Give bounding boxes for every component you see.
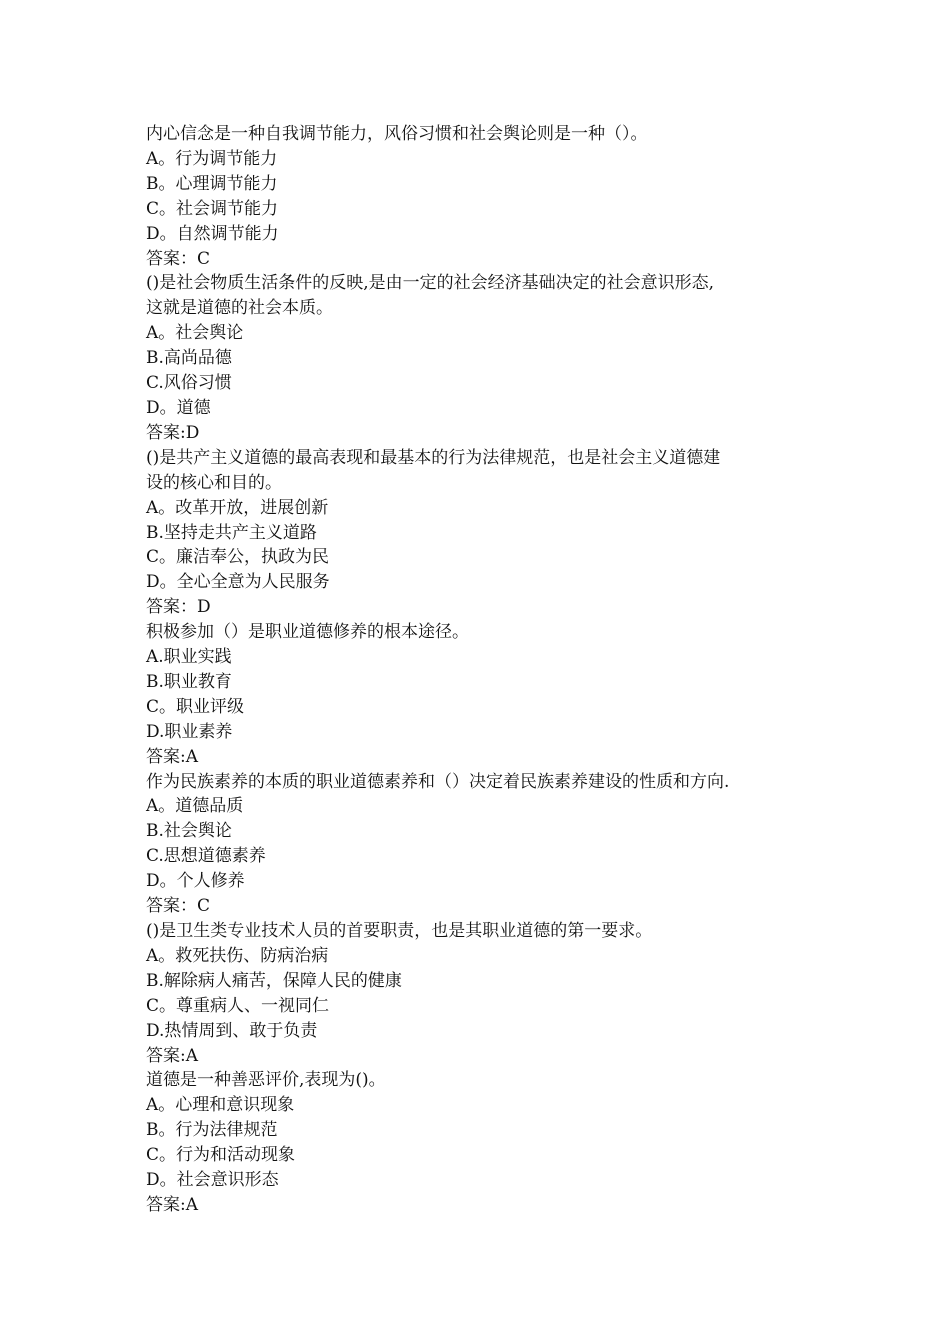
question-stem-line-1: ()是共产主义道德的最高表现和最基本的行为法律规范，也是社会主义道德建 — [146, 447, 721, 468]
question-block — [146, 271, 836, 445]
option-b: B.社会舆论 — [146, 821, 232, 842]
question-block — [146, 620, 836, 769]
option-c: C。尊重病人、一视同仁 — [146, 995, 330, 1016]
option-a: A。心理和意识现象 — [146, 1095, 295, 1116]
option-b: B.坚持走共产主义道路 — [146, 522, 317, 543]
question-block — [146, 770, 836, 919]
answer-line: 答案:A — [146, 1045, 199, 1066]
option-c: C。廉洁奉公，执政为民 — [146, 547, 330, 568]
option-b: B。行为法律规范 — [146, 1120, 278, 1141]
option-b: B。心理调节能力 — [146, 173, 278, 194]
option-d: D。全心全意为人民服务 — [146, 572, 330, 593]
option-c: C。行为和活动现象 — [146, 1145, 296, 1166]
answer-line: 答案:D — [146, 422, 200, 443]
option-d: D。道德 — [146, 397, 211, 418]
option-a: A。行为调节能力 — [146, 148, 278, 169]
option-b: B.解除病人痛苦，保障人民的健康 — [146, 970, 402, 991]
question-block — [146, 122, 836, 271]
question-stem: ()是卫生类专业技术人员的首要职责，也是其职业道德的第一要求。 — [146, 921, 653, 941]
question-block — [146, 919, 836, 1068]
question-block — [146, 446, 836, 620]
question-stem: 道德是一种善恶评价,表现为()。 — [146, 1070, 386, 1091]
option-b: B.职业教育 — [146, 671, 232, 692]
option-a: A。道德品质 — [146, 796, 244, 817]
question-stem: 内心信念是一种自我调节能力，风俗习惯和社会舆论则是一种（）。 — [146, 124, 648, 144]
option-c: C。职业评级 — [146, 696, 245, 717]
option-d: D。个人修养 — [146, 871, 245, 892]
option-d: D.热情周到、敢于负责 — [146, 1020, 318, 1041]
question-stem: 积极参加（）是职业道德修养的根本途径。 — [146, 622, 469, 643]
option-a: A。改革开放，进展创新 — [146, 497, 329, 518]
answer-line: 答案：C — [146, 896, 211, 917]
option-a: A.职业实践 — [146, 647, 232, 668]
document-body — [146, 122, 836, 1218]
answer-line: 答案：C — [146, 248, 211, 269]
option-d: D.职业素养 — [146, 721, 233, 742]
option-c: C.风俗习惯 — [146, 373, 232, 394]
option-c: C.思想道德素养 — [146, 846, 266, 867]
question-stem-line-2: 这就是道德的社会本质。 — [146, 298, 333, 319]
question-stem: 作为民族素养的本质的职业道德素养和（）决定着民族素养建设的性质和方向. — [146, 771, 730, 792]
question-stem-line-2: 设的核心和目的。 — [146, 472, 282, 493]
option-b: B.高尚品德 — [146, 348, 232, 369]
question-block — [146, 1068, 836, 1217]
answer-line: 答案：D — [146, 597, 211, 618]
option-d: D。自然调节能力 — [146, 223, 279, 244]
option-c: C。社会调节能力 — [146, 198, 279, 219]
answer-line: 答案:A — [146, 1194, 199, 1215]
option-a: A。社会舆论 — [146, 323, 244, 344]
option-d: D。社会意识形态 — [146, 1170, 279, 1191]
answer-line: 答案:A — [146, 746, 199, 767]
question-stem-line-1: ()是社会物质生活条件的反映,是由一定的社会经济基础决定的社会意识形态, — [146, 273, 715, 294]
option-a: A。救死扶伤、防病治病 — [146, 945, 329, 966]
